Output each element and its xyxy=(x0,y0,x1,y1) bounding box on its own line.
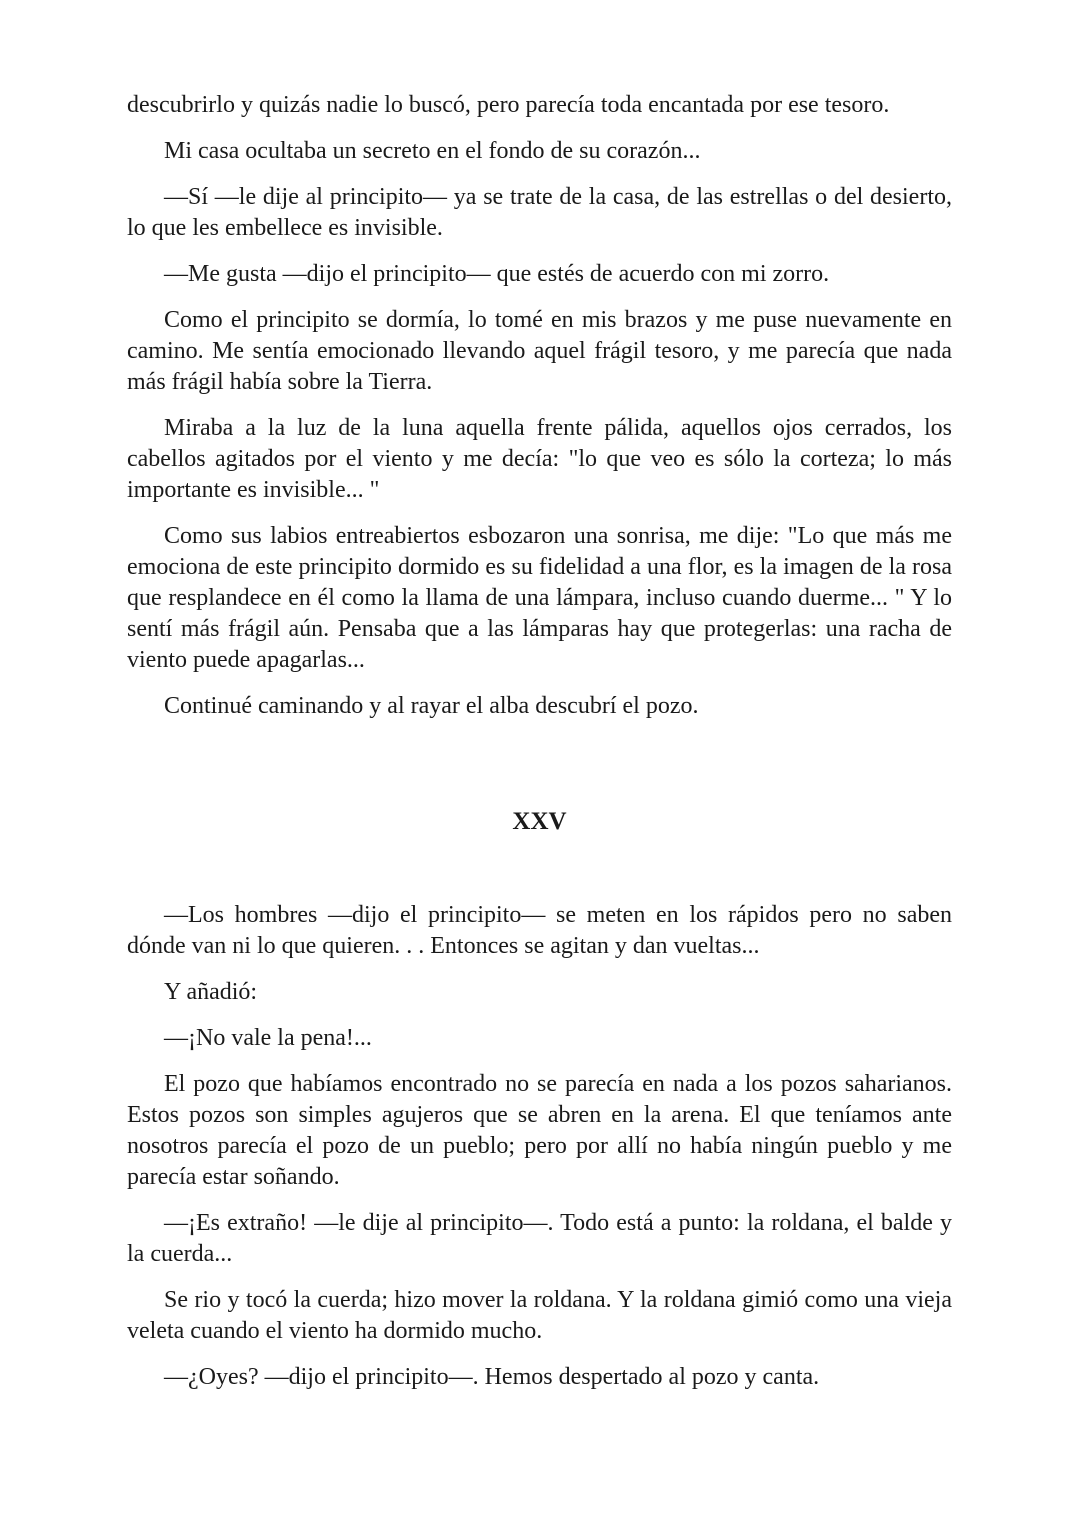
chapter-title: XXV xyxy=(512,808,567,835)
paragraph: —Sí —le dije al principito— ya se trate de la casa, de las estrellas o del desierto, lo que les embellece es invisible. xyxy=(127,184,952,241)
paragraph: Como sus labios entreabiertos esbozaron una sonrisa, me dije: "Lo que más me emociona de este principito dormido es su fidelidad a una flor, es la imagen de la rosa que resplandece en él como la llama de una lámpara, incluso cuando duerme... " Y lo sentí más frágil aún. Pensaba que a las lámparas hay que protegerlas: una racha de viento puede apagarlas... xyxy=(127,523,952,673)
paragraph: —¡Es extraño! —le dije al principito—. Todo está a punto: la roldana, el balde y la cuerda... xyxy=(127,1210,952,1267)
paragraph: El pozo que habíamos encontrado no se parecía en nada a los pozos saharianos. Estos pozos son simples agujeros que se abren en la arena. El que teníamos ante nosotros parecía el pozo de un pueblo; pero por allí no había ningún pueblo y me parecía estar soñando. xyxy=(127,1071,952,1190)
paragraph: Y añadió: xyxy=(164,979,258,1005)
paragraph: Mi casa ocultaba un secreto en el fondo de su corazón... xyxy=(164,138,701,164)
paragraph: Como el principito se dormía, lo tomé en mis brazos y me puse nuevamente en camino. Me sentía emocionado llevando aquel frágil tesoro, y me parecía que nada más frágil había sobre la Tierra. xyxy=(127,307,952,395)
paragraph: descubrirlo y quizás nadie lo buscó, pero parecía toda encantada por ese tesoro. xyxy=(127,92,890,118)
paragraph: —¡No vale la pena!... xyxy=(164,1025,372,1051)
paragraph: Se rio y tocó la cuerda; hizo mover la roldana. Y la roldana gimió como una vieja veleta cuando el viento ha dormido mucho. xyxy=(127,1287,952,1344)
paragraph: Continué caminando y al rayar el alba descubrí el pozo. xyxy=(164,693,699,719)
paragraph: —¿Oyes? —dijo el principito—. Hemos despertado al pozo y canta. xyxy=(164,1364,820,1390)
book-page xyxy=(127,90,952,1408)
paragraph: —Los hombres —dijo el principito— se meten en los rápidos pero no saben dónde van ni lo que quieren. . . Entonces se agitan y dan vueltas... xyxy=(127,902,952,959)
paragraph: —Me gusta —dijo el principito— que estés de acuerdo con mi zorro. xyxy=(164,261,830,287)
paragraph: Miraba a la luz de la luna aquella frente pálida, aquellos ojos cerrados, los cabellos agitados por el viento y me decía: "lo que veo es sólo la corteza; lo más importante es invisible... " xyxy=(127,415,952,503)
